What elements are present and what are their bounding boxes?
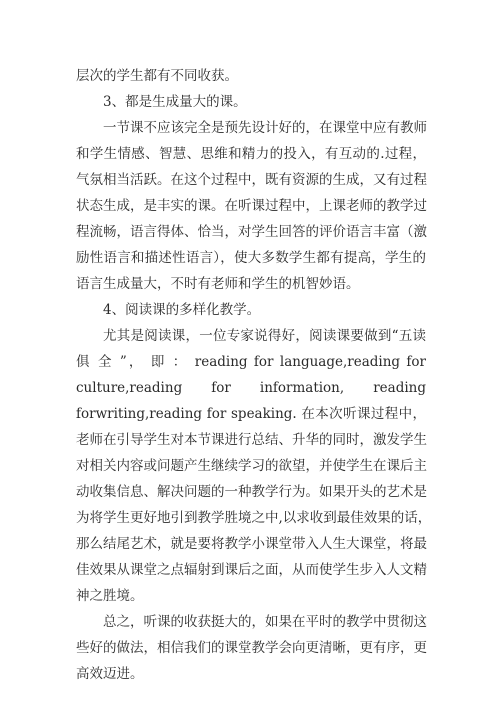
- text-line: 气氛相当活跃。在这个过程中，既有资源的生成，又有过程: [76, 172, 427, 188]
- text-line: 老师在引导学生对本节课进行总结、升华的同时，激发学生: [76, 432, 427, 448]
- text-line: 神之胜境。: [76, 588, 144, 604]
- text-line: 语言生成量大，不时有老师和学生的机智妙语。: [76, 276, 360, 292]
- text-line: 励性语言和描述性语言），使大多数学生都有提高，学生的: [76, 250, 426, 266]
- text-line: 动收集信息、解决问题的一种教学行为。如果开头的艺术是: [76, 484, 427, 500]
- text-line: forwriting,reading for speaking. 在本次听课过程中，: [76, 406, 426, 422]
- text-line: 俱 全 ”， 即 ： reading for language,reading for: [76, 354, 426, 370]
- section-heading-3: 3、都是生成量大的课。: [103, 94, 247, 110]
- text-line: culture,reading for information, reading: [76, 380, 426, 396]
- text-line: 那么结尾艺术，就是要将教学小课堂带入人生大课堂，将最: [76, 536, 427, 552]
- text-line: 一节课不应该完全是预先设计好的，在课堂中应有教师: [103, 120, 427, 136]
- text-line: 尤其是阅读课，一位专家说得好，阅读课要做到“五读: [103, 328, 426, 344]
- text-line: 为将学生更好地引到教学胜境之中,以求收到最佳效果的话，: [76, 510, 432, 526]
- text-line: 高效迈进。: [76, 666, 144, 682]
- text-line: 状态生成，是丰实的课。在听课过程中，上课老师的教学过: [76, 198, 427, 214]
- text-line: 些好的做法，相信我们的课堂教学会向更清晰，更有序，更: [76, 640, 427, 656]
- text-line: 对相关内容或问题产生继续学习的欲望，并使学生在课后主: [76, 458, 427, 474]
- text-line: 层次的学生都有不同收获。: [76, 68, 238, 84]
- text-line: 总之，听课的收获挺大的，如果在平时的教学中贯彻这: [103, 614, 427, 630]
- text-line: 佳效果从课堂之点辐射到课后之面，从而使学生步入人文精: [76, 562, 427, 578]
- text-line: 程流畅，语言得体、恰当，对学生回答的评价语言丰富（激: [76, 224, 427, 240]
- section-heading-4: 4、阅读课的多样化教学。: [103, 302, 261, 318]
- text-line: 和学生情感、智慧、思维和精力的投入，有互动的.过程，: [76, 146, 426, 162]
